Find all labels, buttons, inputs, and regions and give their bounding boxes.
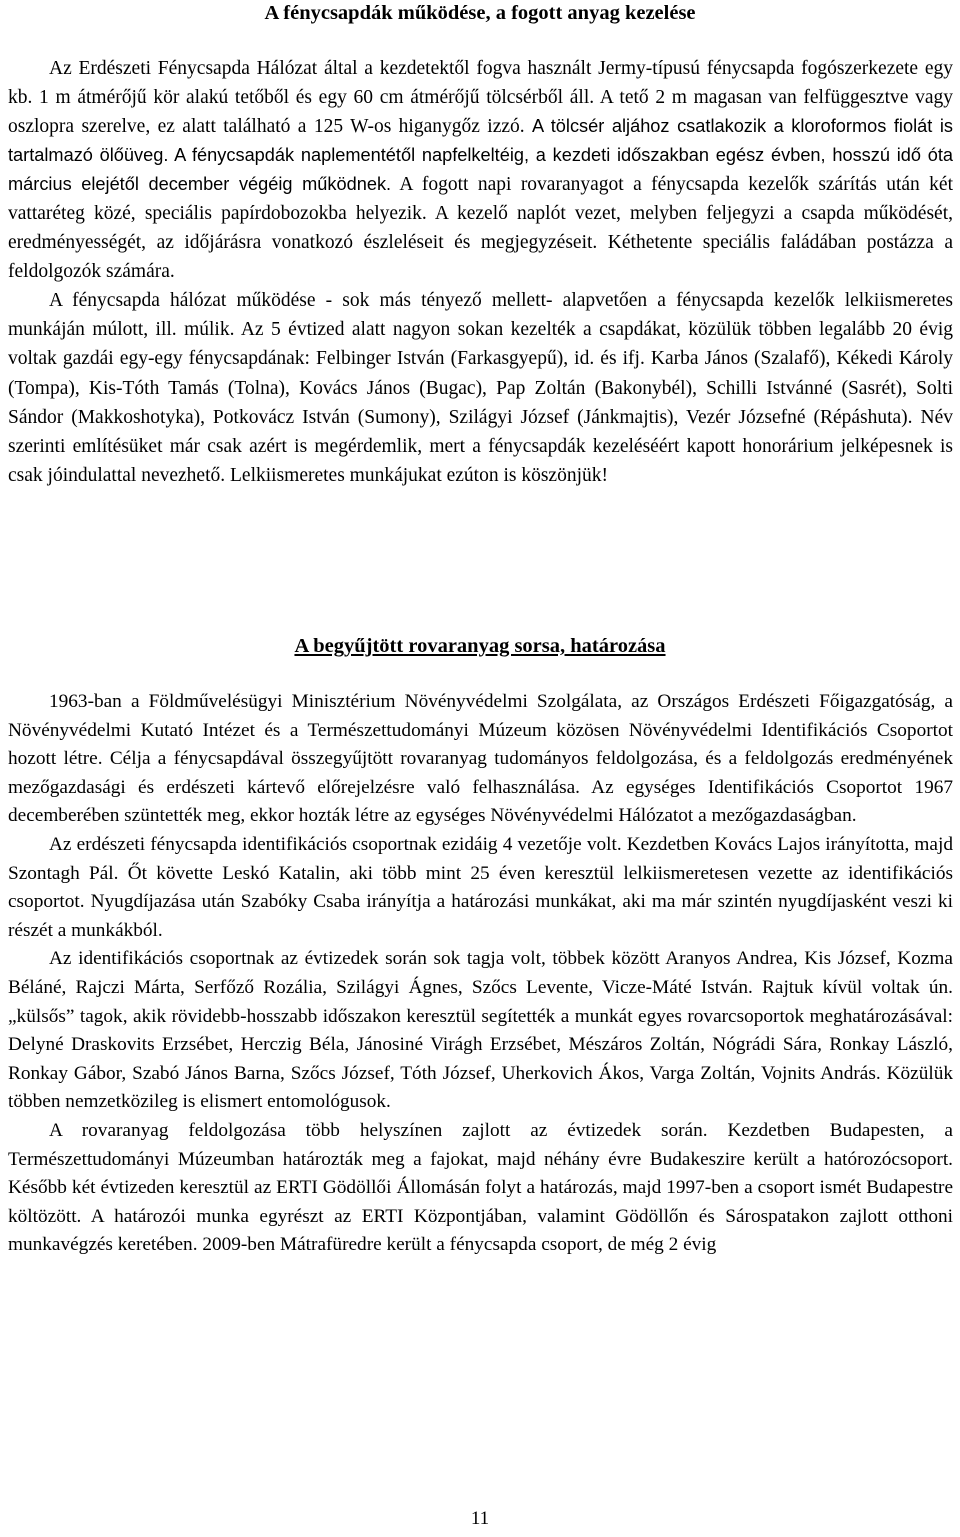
paragraph-group-leaders: Az erdészeti fénycsapda identifikációs csoportnak ezidáig 4 vezetője volt. Kezdetben Kovács Lajos irányította, majd Szontagh Pál. Őt követte Leskó Katalin, aki több mint 25 éven keresztül lelkiismeretesen vezette az identifikációs csoportot. Nyugdíjazása után Szabóky Csaba irányítja a határozási munkákat, aki ma már szintén nyugdíjasként veszi ki részét a munkákból. xyxy=(8,833,953,941)
paragraph-trap-operators: A fénycsapda hálózat működése - sok más tényező mellett- alapvetően a fénycsapda kezelők lelkiismeretes munkáján múlott, ill. múlik. Az 5 évtized alatt nagyon sokan kezelték a csapdákat, közülük többen legalább 20 évig voltak gazdái egy-egy fénycsapdának: Felbinger István (Farkasgyepű), id. és ifj. Karba János (Szalafő), Kékedi Károly (Tompa), Kis-Tóth Tamás (Tolna), Kovács János (Bugac), Pap Zoltán (Bakonybél), Schilli Istvánné (Sasrét), Solti Sándor (Makkoshotyka), Potkovácz István (Sumony), Szilágyi József (Jánkmajtis), Vezér Józsefné (Répáshuta). Név szerinti említésüket már csak azért is megérdemlik, mert a fénycsapdák kezeléséért kapott honorárium jelképesnek is csak jóindulattal nevezhető. Lelkiismeretes munkájukat ezúton is köszönjük! xyxy=(8,290,953,486)
paragraph-processing-locations: A rovaranyag feldolgozása több helyszínen zajlott az évtizedek során. Kezdetben Budapesten, a Természettudományi Múzeumban határozták meg a fajokat, majd néhány évre Budakeszire került a hatórozócsoport. Később két évtizeden keresztül az ERTI Gödöllői Állomásán folyt a határozás, majd 1997-ben a csoport ismét Budapestre költözött. A határozói munka egyrészt az ERTI Központjában, valamint Gödöllőn és Sárospatakon zajlott otthoni munkavégzés keretében. 2009-ben Mátrafüredre került a fénycsapda csoport, de még 2 évig xyxy=(8,1119,953,1256)
paragraph-identification-group-history: 1963-ban a Földművelésügyi Minisztérium Növényvédelmi Szolgálata, az Országos Erdészeti Főigazgatóság, a Növényvédelmi Kutató Intézet és a Természettudományi Múzeum közösen Növényvédelmi Identifikációs Csoportot hozott létre. Célja a fénycsapdával összegyűjtött rovaranyag tudományos feldolgozása, és a feldolgozás eredményének mezőgazdasági és erdészeti kártevő előrejelzésre való felhasználása. Az egységes Identifikációs Csoportot 1967 decemberében szüntették meg, ekkor hozták létre az egységes Növényvédelmi Hálózatot a mezőgazdaságban. xyxy=(8,691,953,827)
paragraph-text-sans: A tölcsér aljához csatlakozik a kloroformos fiolát is tartalmazó ölőüveg. A fénycsapdák naplementétől napfelkeltéig, a kezdeti időszakban egész évben, hosszú idő óta március elejétől december végéig működnek. xyxy=(8,116,953,195)
paragraph-text-serif: Az Erdészeti Fénycsapda Hálózat által a kezdetektől fogva használt Jermy-típusú fénycsapda fogószerkezete egy kb. 1 m átmérőjű kör alakú tetőből és egy 60 cm átmérőjű tölcsérből áll. A tető 2 m magasan van felfüggesztve vagy oszlopra szerelve, ez alatt található a 125 W-os higanygőz izzó. xyxy=(8,58,953,138)
page-number: 11 xyxy=(470,1508,490,1529)
section-heading-collected-material: A begyűjtött rovaranyag sorsa, határozása xyxy=(294,635,666,657)
section-heading-trap-operation: A fénycsapdák működése, a fogott anyag kezelése xyxy=(264,2,696,24)
paragraph-text-serif-continued: A fogott napi rovaranyagot a fénycsapda kezelők szárítás után két vattaréteg közé, speciális papírdobozokba helyezik. A kezelő naplót vezet, melyben feljegyzi a csapda működését, eredményességét, az időjárásra vonatkozó észleléseit és megjegyzéseit. Kéthetente speciális faládában postázza a feldolgozók számára. xyxy=(8,174,953,283)
paragraph-group-members: Az identifikációs csoportnak az évtizedek során sok tagja volt, többek között Aranyos Andrea, Kis József, Kozma Béláné, Rajczi Márta, Serfőző Rozália, Szilágyi Ágnes, Szőcs Levente, Vicze-Máté István. Rajtuk kívül voltak ún. „külsős” tagok, akik rövidebb-hosszabb időszakon keresztül segítették a munkát egyes rovarcsoportok meghatározásával: Delyné Draskovits Erzsébet, Herczig Béla, Jánosiné Virágh Erzsébet, Mészáros Zoltán, Nógrádi Sára, Ronkay László, Ronkay Gábor, Szabó János Barna, Szőcs József, Tóth József, Uherkovich Ákos, Varga Zoltán, Vojnits András. Közülük többen nemzetközileg is elismert entomológusok. xyxy=(8,948,953,1113)
section-trap-operation xyxy=(8,54,953,490)
paragraph-trap-description xyxy=(8,54,953,286)
section-collected-material xyxy=(8,688,953,1260)
